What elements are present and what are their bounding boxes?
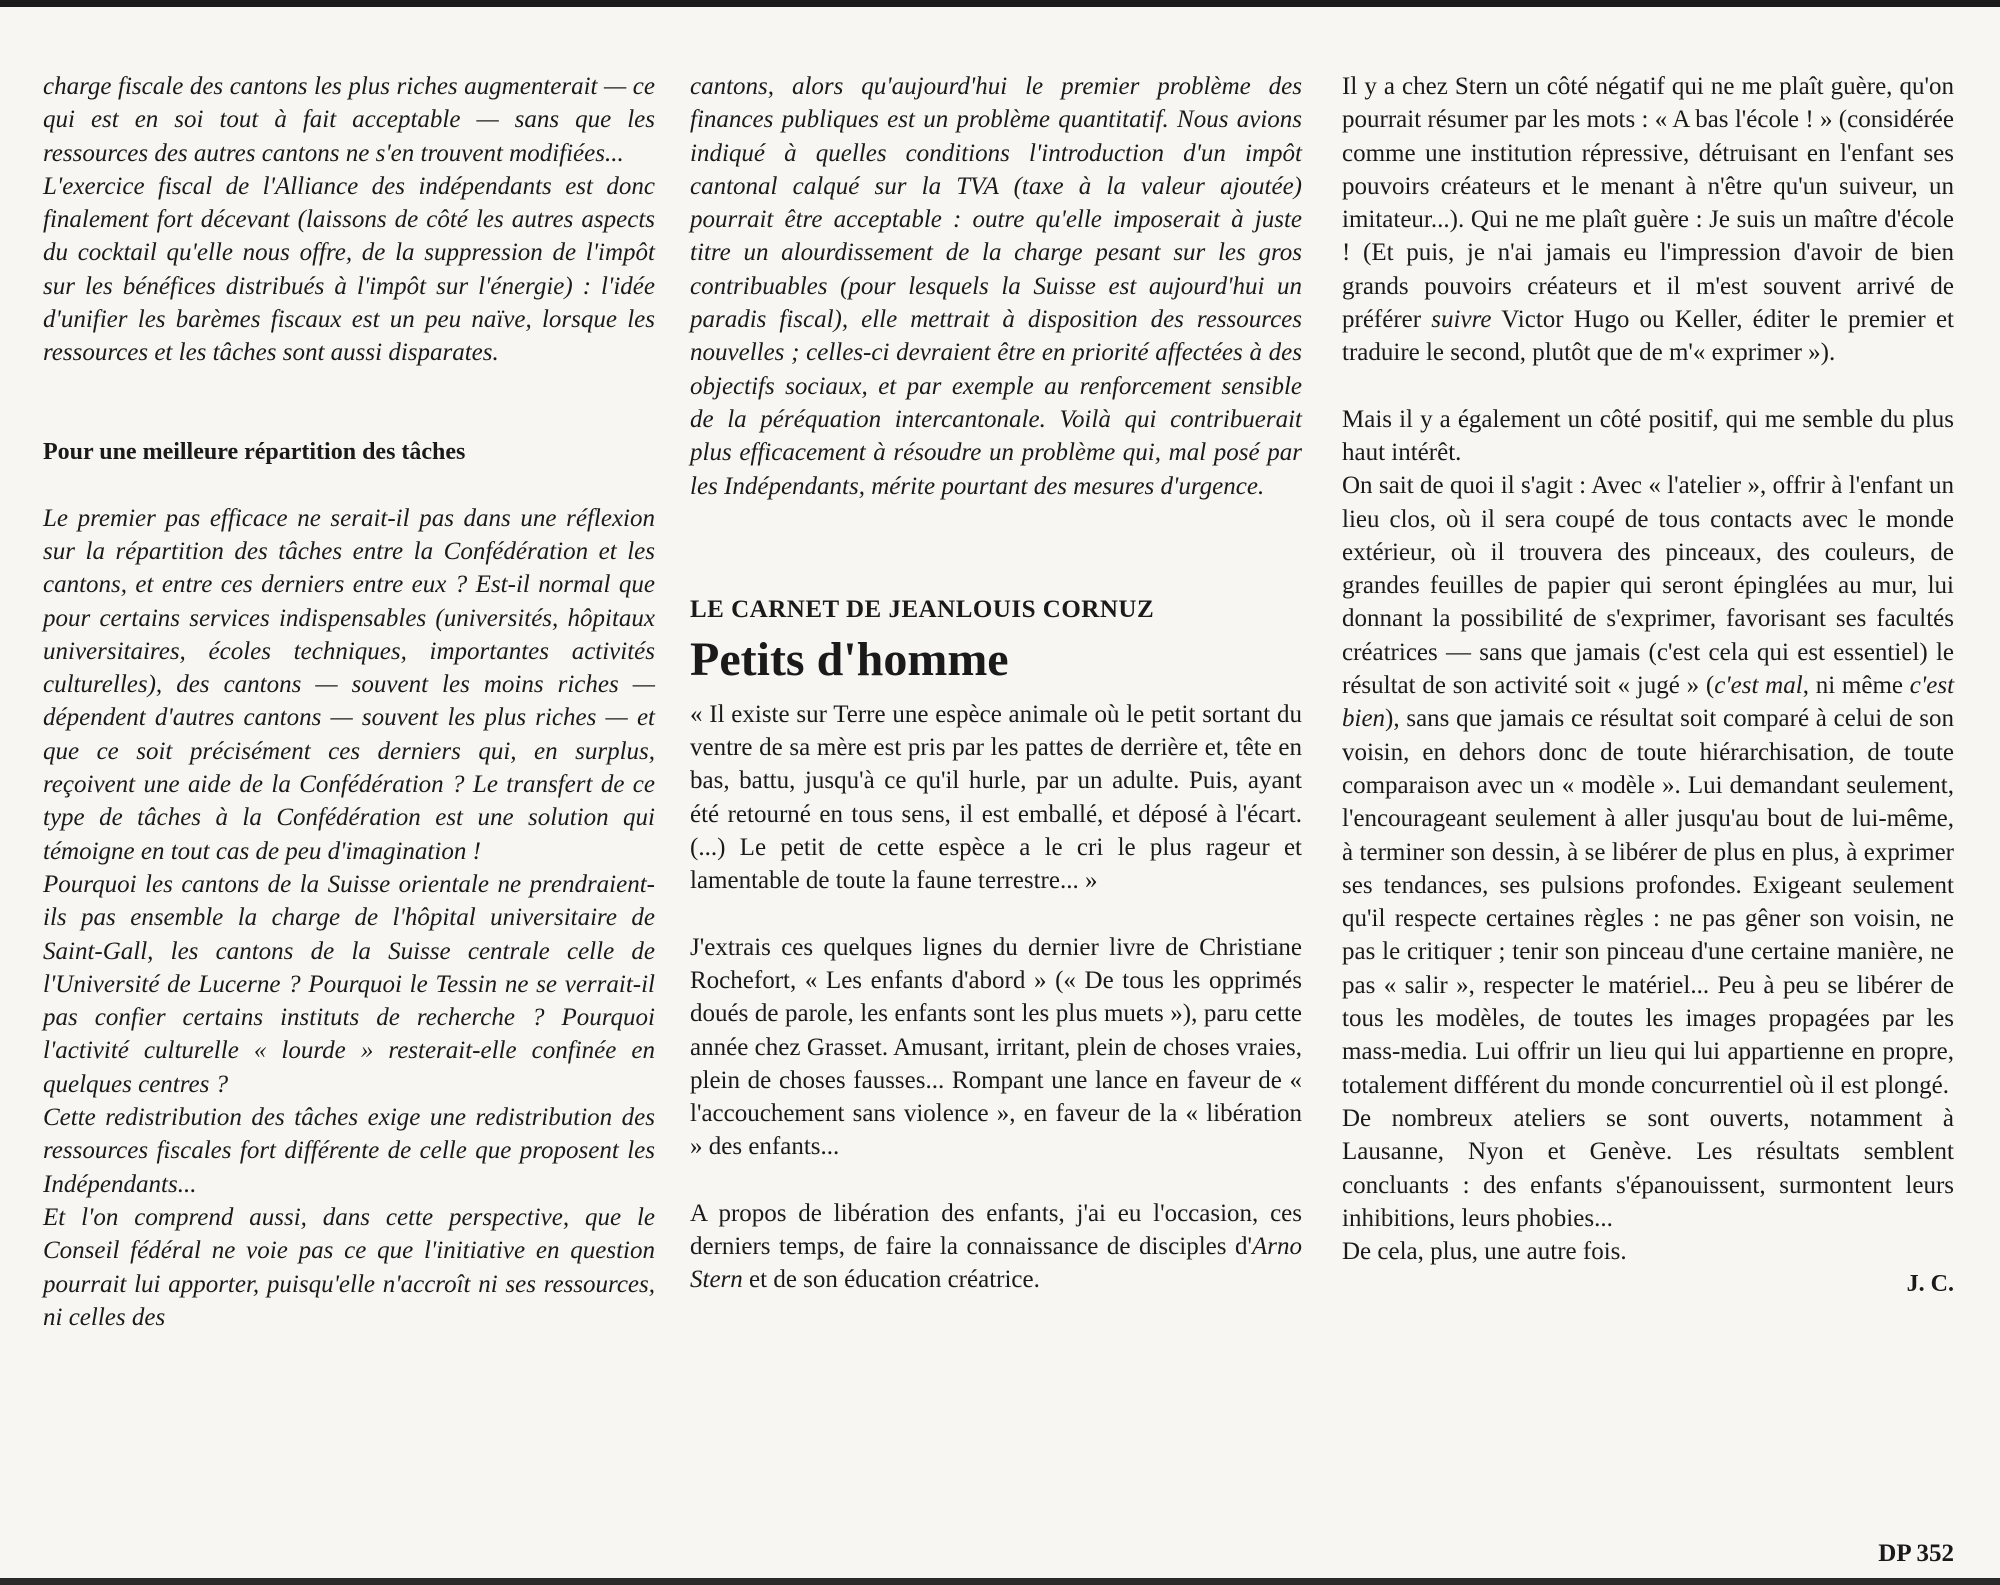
author-signature: J. C. [1906, 1271, 1954, 1298]
article-headline: Petits d'homme [690, 632, 1009, 686]
bottom-edge [0, 1578, 2000, 1585]
text-run: et de son éducation créatrice. [742, 1266, 1040, 1294]
text-run: , ni même [1802, 672, 1910, 700]
text-run: Victor Hugo ou Keller, éditer le premier et traduire le second, plutôt que de m'« exprimer »). [1342, 306, 1954, 367]
text-run: ), sans que jamais ce résultat soit comparé à celui de son voisin, en dehors donc de toute hiérarchisation, de toute comparaison avec un « modèle ». Lui demandant seulement, l'encourageant seulement à aller jusqu'au bout de lui-même, à terminer son dessin, à se libérer de plus en plus, à exprimer ses tendances, ses pulsions profondes. Exigeant seulement qu'il respecte certaines règles : ne pas gêner son voisin, ne pas le critiquer ; tenir son pinceau d'une certaine manière, ne pas « salir », respecter le matériel... Peu à peu se libérer de tous les modèles, de toutes les images propagées par les mass-media. Lui offrir un lieu qui lui appartienne en propre, totalement différent du monde concurrentiel où il est plongé. [1342, 705, 1954, 1099]
emphasis: c'est mal [1714, 672, 1803, 700]
text-run: On sait de quoi il s'agit : Avec « l'atelier », offrir à l'enfant un lieu clos, où il sera coupé de tous contacts avec le monde extérieur, où il trouvera des pinceaux, des couleurs, de grandes feuilles de papier qui seront épinglées au mur, lui donnant la possibilité de s'exprimer, favorisant ses facultés créatrices — sans que jamais (c'est cela qui est essentiel) le résultat de son activité soit « jugé » ( [1342, 472, 1954, 700]
page-folio: DP 352 [1878, 1540, 1954, 1567]
emphasis: suivre [1431, 306, 1492, 334]
text-run: Il y a chez Stern un côté négatif qui ne me plaît guère, qu'on pourrait résumer par les mots : « A bas l'école ! » (considérée comme une institution répressive, détruisant en l'enfant ses pouvoirs créateurs et le menant à n'être qu'un suiveur, un imitateur...). Qui ne me plaît guère : Je suis un maître d'école ! (Et puis, je n'ai jamais eu l'impression d'avoir de bien grands pouvoirs créateurs et il m'est souvent arrivé de préférer [1342, 73, 1954, 334]
column-middle [690, 70, 1302, 1297]
paragraph: De cela, plus, une autre fois. [1342, 1238, 1627, 1266]
paragraph: charge fiscale des cantons les plus riches augmenterait — ce qui est en soi tout à fait acceptable — sans que les ressources des autres cantons ne s'en trouvent modifiées... [43, 73, 655, 167]
text-run: A propos de libération des enfants, j'ai eu l'occasion, ces derniers temps, de faire la connaissance de disciples d' [690, 1199, 1302, 1261]
paragraph: Pourquoi les cantons de la Suisse orientale ne prendraient-ils pas ensemble la charge de l'hôpital universitaire de Saint-Gall, les cantons de la Suisse centrale celle de l'Université de Lucerne ? Pourquoi le Tessin ne se verrait-il pas confier certains instituts de recherche ? Pourquoi l'activité culturelle « lourde » resterait-elle confinée en quelques centres ? [43, 870, 655, 1098]
paragraph [690, 1197, 1302, 1297]
article-kicker: LE CARNET DE JEANLOUIS CORNUZ [690, 595, 1155, 623]
paragraph: Le premier pas efficace ne serait-il pas dans une réflexion sur la répartition des tâches entre la Confédération et les cantons, et entre ces derniers entre eux ? Est-il normal que pour certains services indispensables (universités, hôpitaux universitaires, écoles techniques, importantes activités culturelles), des cantons — souvent les moins riches — dépendent d'autres cantons — souvent les plus riches — et que ce soit précisément ces derniers qui, en surplus, reçoivent une aide de la Confédération ? Le transfert de ce type de tâches à la Confédération est une solution qui témoigne en tout cas de peu d'imagination ! [43, 504, 655, 865]
column-left [43, 70, 655, 1334]
paragraph: De nombreux ateliers se sont ouverts, notamment à Lausanne, Nyon et Genève. Les résultats semblent concluants : des enfants s'épanouissent, surmontent leurs inhibitions, leurs phobies... [1342, 1104, 1954, 1232]
paragraph [1342, 469, 1954, 1102]
paragraph: Cette redistribution des tâches exige une redistribution des ressources fiscales fort différente de celle que proposent les Indépendants... [43, 1104, 655, 1198]
emphasis-name: Arno Stern [690, 1233, 1302, 1294]
section-heading: Pour une meilleure répartition des tâches [43, 438, 466, 465]
paragraph: « Il existe sur Terre une espèce animale où le petit sortant du ventre de sa mère est pris par les pattes de derrière et, tête en bas, battu, jusqu'à ce qu'il hurle, par un adulte. Puis, ayant été retourné en tous sens, il est emballé, et déposé à l'écart. (...) Le petit de cette espèce a le cri le plus rageur et lamentable de toute la faune terrestre... » [690, 700, 1302, 895]
paragraph: Et l'on comprend aussi, dans cette perspective, que le Conseil fédéral ne voie pas ce que l'initiative en question pourrait lui apporter, puisqu'elle n'accroît ni ses ressources, ni celles des [43, 1203, 655, 1331]
top-rule [0, 0, 2000, 7]
paragraph: cantons, alors qu'aujourd'hui le premier problème des finances publiques est un problème quantitatif. Nous avions indiqué à quelles conditions l'introduction d'un impôt cantonal calqué sur la TVA (taxe à la valeur ajoutée) pourrait être acceptable : outre qu'elle imposerait à juste titre un alourdissement de la charge pesant sur les gros contribuables (pour lesquels la Suisse est aujourd'hui un paradis fiscal), elle mettrait à disposition des ressources nouvelles ; celles-ci devraient être en priorité affectées à des objectifs sociaux, et par exemple au renforcement sensible de la péréquation intercantonale. Voilà qui contribuerait plus efficacement à résoudre un problème qui, mal posé par les Indépendants, mérite pourtant des mesures d'urgence. [690, 73, 1302, 500]
column-right [1342, 70, 1954, 1302]
emphasis: c'est bien [1342, 672, 1955, 733]
paragraph [1342, 70, 1954, 370]
paragraph: L'exercice fiscal de l'Alliance des indépendants est donc finalement fort décevant (laissons de côté les autres aspects du cocktail qu'elle nous offre, de la suppression de l'impôt sur les bénéfices distribués à l'impôt sur l'énergie) : l'idée d'unifier les barèmes fiscaux est un peu naïve, lorsque les ressources et les tâches sont aussi disparates. [43, 172, 655, 367]
paragraph: Mais il y a également un côté positif, qui me semble du plus haut intérêt. [1342, 405, 1954, 466]
paragraph: J'extrais ces quelques lignes du dernier livre de Christiane Rochefort, « Les enfants d'abord » (« De tous les opprimés doués de parole, les enfants sont les plus muets »), paru cette année chez Grasset. Amusant, irritant, plein de choses vraies, plein de choses fausses... Rompant une lance en faveur de « l'accouchement sans violence », en faveur de la « libération » des enfants... [690, 933, 1302, 1161]
